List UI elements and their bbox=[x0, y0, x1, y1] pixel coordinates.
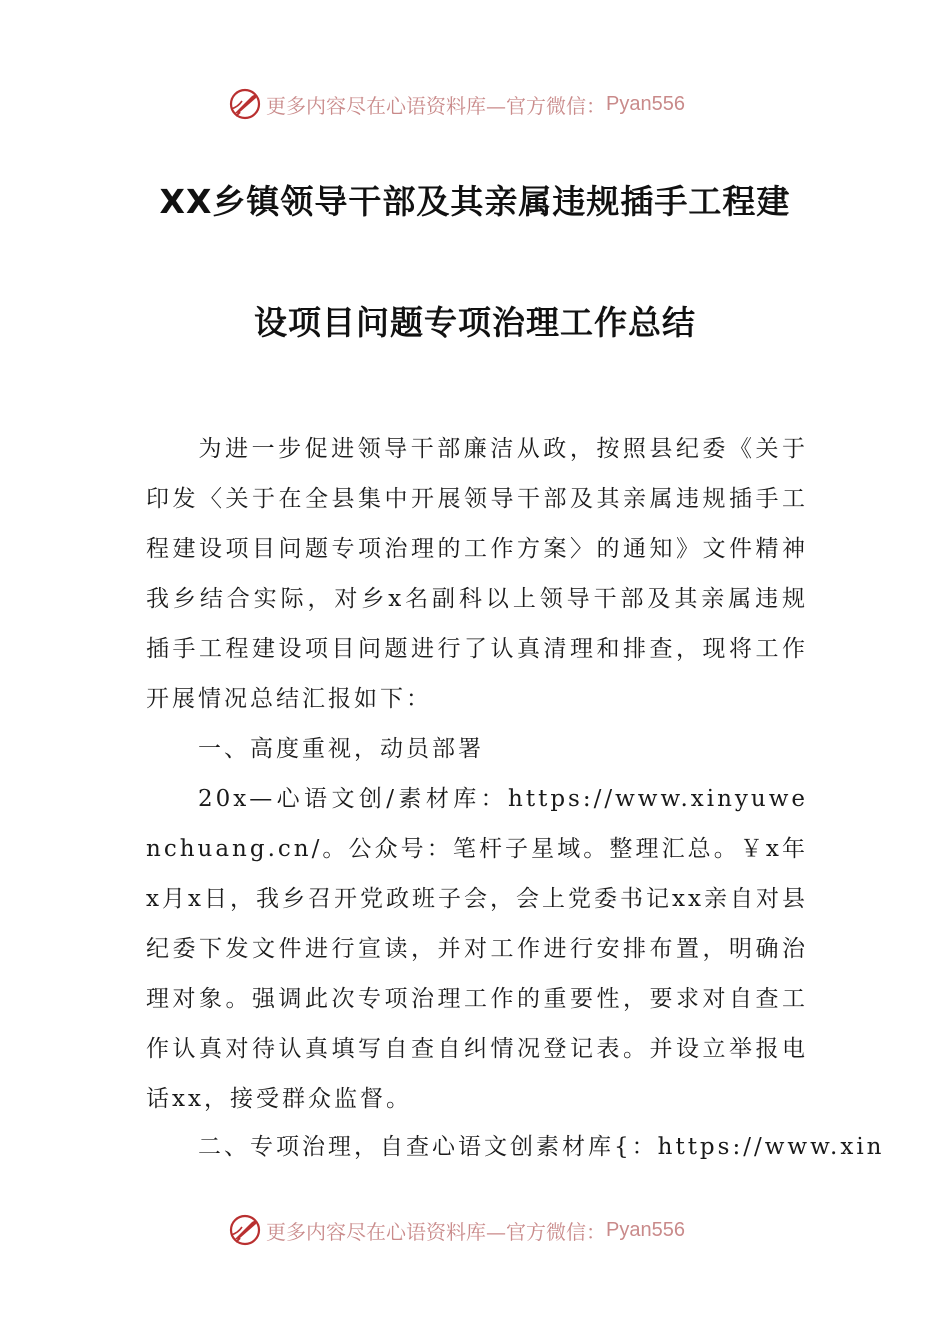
document-title-line-1: XX乡镇领导干部及其亲属违规插手工程建 bbox=[159, 182, 791, 221]
intro-paragraph bbox=[146, 424, 808, 724]
watermark-wechat-id: Pyan556 bbox=[606, 92, 685, 115]
watermark-text: 更多内容尽在心语资料库—官方微信： bbox=[266, 1219, 606, 1244]
header-watermark-banner bbox=[228, 84, 685, 124]
section-1-heading: 一、高度重视，动员部署 bbox=[198, 736, 484, 762]
quill-pen-logo-icon bbox=[228, 1213, 262, 1247]
quill-pen-logo-icon bbox=[228, 87, 262, 121]
footer-watermark-banner bbox=[228, 1210, 685, 1250]
document-title-line-2: 设项目问题专项治理工作总结 bbox=[254, 303, 696, 342]
watermark-wechat-id: Pyan556 bbox=[606, 1218, 685, 1241]
section-1-paragraph-text: 20x—心语文创/素材库：https://www.xinyuwenchuang.cn/。公众号：笔杆子星域。整理汇总。￥x年x月x日，我乡召开党政班子会，会上党委书记xx亲自对县纪委下发文件进行宣读，并对工作进行安排布置，明确治理对象。强调此次专项治理工作的重要性，要求对自查工作认真对待认真填写自查自纠情况登记表。并设立举报电话xx，接受群众监督。 bbox=[146, 786, 808, 1112]
section-1-paragraph bbox=[146, 774, 808, 1124]
watermark-text: 更多内容尽在心语资料库—官方微信： bbox=[266, 93, 606, 118]
intro-paragraph-text: 为进一步促进领导干部廉洁从政，按照县纪委《关于印发〈关于在全县集中开展领导干部及其亲属违规插手工程建设项目问题专项治理的工作方案〉的通知》文件精神我乡结合实际，对乡x名副科以上领导干部及其亲属违规插手工程建设项目问题进行了认真清理和排查，现将工作开展情况总结汇报如下： bbox=[146, 436, 808, 712]
section-2-heading: 二、专项治理，自查心语文创素材库{：https://www.xin bbox=[198, 1134, 885, 1160]
